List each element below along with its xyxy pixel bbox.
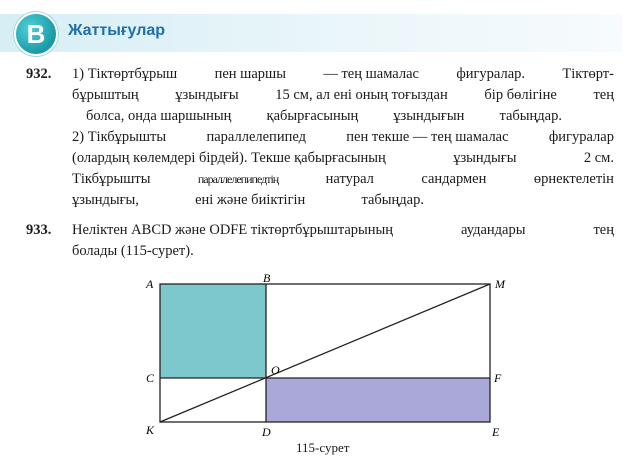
text-span: (олардың көлемдері бірдей). Текше қабырғасының (72, 150, 386, 166)
text-span: ені және биіктігін (195, 192, 306, 208)
text-line (72, 64, 614, 85)
text-span: натурал (325, 171, 374, 187)
text-span: өрнектелетін (533, 171, 614, 187)
figure-115 (120, 270, 520, 440)
text-line (72, 85, 614, 106)
text-span: фигуралар. (456, 66, 526, 82)
text-span: тең (593, 87, 614, 103)
text-span: параллелепипедтің (197, 172, 279, 186)
text-span: аудандары (461, 222, 526, 238)
text-span: ұзындығын (393, 108, 465, 124)
text-span: Неліктен ABCD және ODFE тіктөртбұрыштарының (72, 222, 394, 238)
rect-ODFE (266, 378, 490, 422)
label-C: C (146, 371, 155, 385)
problem-number: 933. (26, 222, 52, 238)
label-D: D (262, 425, 271, 439)
text-span: пен текше — тең шамалас (346, 129, 509, 145)
text-span: тең (593, 222, 614, 238)
text-line (72, 241, 614, 262)
text-span: ұзындығы (175, 87, 239, 103)
text-line (72, 220, 614, 241)
section-badge-icon: B (14, 12, 58, 56)
text-line (72, 169, 614, 190)
rect-ABOC (160, 284, 266, 378)
problem-932 (26, 64, 614, 214)
text-span: 15 см, ал ені оның тоғыздан (275, 87, 448, 103)
label-M: M (495, 277, 505, 291)
label-B: B (263, 271, 271, 285)
section-title: Жаттығулар (68, 22, 166, 39)
text-span: — тең шамалас (323, 66, 419, 82)
text-span: табыңдар. (361, 192, 424, 208)
text-span: 2 см. (583, 150, 614, 166)
problem-text (72, 220, 614, 262)
text-span: параллелепипед (206, 129, 306, 145)
text-span: бұрыштың (72, 87, 139, 103)
problem-933 (26, 220, 614, 264)
figure-caption: 115-сурет (296, 440, 350, 455)
text-span: 1) Тіктөртбұрыш (72, 66, 178, 82)
text-span: бір бөлігіне (484, 87, 557, 103)
text-span: ұзындығы (453, 150, 517, 166)
problem-text (72, 64, 614, 211)
text-span: пен шаршы (214, 66, 286, 82)
problem-number: 932. (26, 66, 52, 82)
text-span: болса, онда шаршының (86, 108, 232, 124)
text-line (72, 106, 614, 127)
text-span: болады (115-сурет). (72, 243, 194, 259)
text-span: 2) Тікбұрышты (72, 129, 167, 145)
text-span: қабырғасының (266, 108, 359, 124)
label-F: F (494, 371, 502, 385)
text-span: Тікбұрышты (72, 171, 151, 187)
text-span: табыңдар. (499, 108, 562, 124)
label-O: O (271, 363, 280, 377)
text-span: фигуралар (548, 129, 614, 145)
text-span: сандармен (421, 171, 487, 187)
text-line (72, 127, 614, 148)
label-E: E (492, 425, 500, 439)
label-A: A (146, 277, 154, 291)
label-K: K (146, 423, 155, 437)
text-span: Тіктөрт- (562, 66, 614, 82)
text-span: ұзындығы, (72, 192, 139, 208)
text-line (72, 190, 614, 211)
text-line (72, 148, 614, 169)
